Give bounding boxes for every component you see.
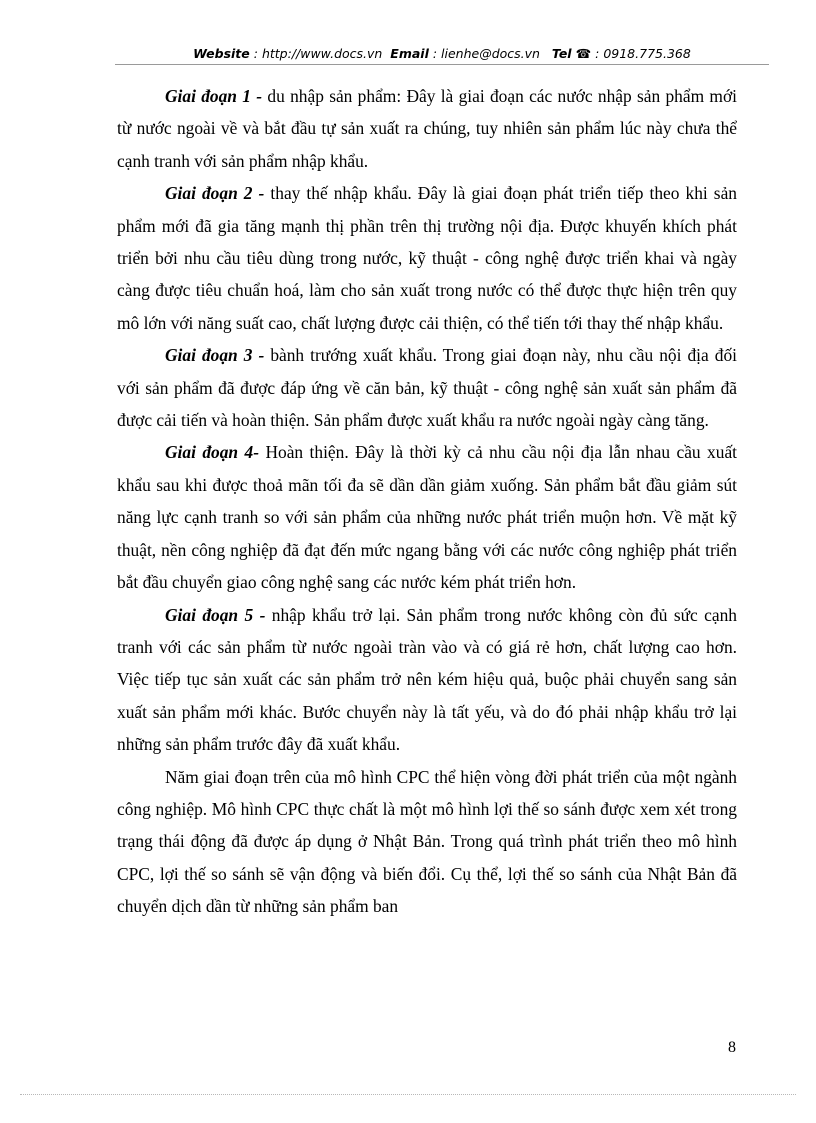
- document-body: [117, 80, 737, 923]
- email-label: Email: [390, 46, 429, 61]
- stage-4-text: Hoàn thiện. Đây là thời kỳ cả nhu cầu nội địa lẫn nhau cầu xuất khẩu sau khi được thoả mãn tối đa sẽ dần dần giảm xuống. Sản phẩm bắt đầu giảm sút năng lực cạnh tranh so với sản phẩm của những nước phát triển muộn hơn. Về mặt kỹ thuật, nền công nghiệp đã đạt đến mức ngang bằng với các nước công nghiệp phát triển bắt đầu chuyển giao công nghệ sang các nước kém phát triển hơn.: [117, 442, 737, 593]
- website-url[interactable]: http://www.docs.vn: [261, 46, 383, 61]
- paragraph-stage-4: [117, 436, 737, 598]
- stage-3-heading: Giai đoạn 3 -: [165, 345, 265, 366]
- paragraph-summary: [117, 761, 737, 923]
- header-divider: [115, 64, 769, 65]
- website-separator: :: [249, 46, 262, 61]
- tel-label: Tel: [551, 46, 572, 61]
- page-header: [115, 46, 769, 61]
- stage-2-text: thay thế nhập khẩu. Đây là giai đoạn phát triển tiếp theo khi sản phẩm mới đã gia tăng mạnh thị phần trên thị trường nội địa. Được khuyến khích phát triển bởi nhu cầu tiêu dùng trong nước, kỹ thuật - công nghệ được triển khai và ngày càng được tiêu chuẩn hoá, làm cho sản xuất trong nước có thể được thực hiện trên quy mô lớn với năng suất cao, chất lượng được cải thiện, có thể tiến tới thay thế nhập khẩu.: [117, 183, 737, 333]
- website-label: Website: [193, 46, 250, 61]
- stage-4-heading: Giai đoạn 4-: [165, 442, 260, 463]
- page-bottom-divider: [20, 1094, 796, 1095]
- tel-separator: :: [591, 46, 604, 61]
- paragraph-stage-5: [117, 599, 737, 761]
- stage-3-text: bành trướng xuất khẩu. Trong giai đoạn này, nhu cầu nội địa đối với sản phẩm đã được đáp ứng về căn bản, kỹ thuật - công nghệ sản xuất sản phẩm đã được cải tiến và hoàn thiện. Sản phẩm được xuất khẩu ra nước ngoài ngày càng tăng.: [117, 345, 737, 431]
- phone-icon: ☎: [575, 46, 592, 61]
- tel-number: 0918.775.368: [603, 46, 691, 61]
- stage-2-heading: Giai đoạn 2 -: [165, 183, 265, 204]
- stage-1-heading: Giai đoạn 1 -: [165, 86, 263, 106]
- page-number: 8: [728, 1039, 736, 1056]
- email-address[interactable]: lienhe@docs.vn: [441, 46, 540, 61]
- stage-5-text: nhập khẩu trở lại. Sản phẩm trong nước không còn đủ sức cạnh tranh với các sản phẩm từ nước ngoài tràn vào và có giá rẻ hơn, chất lượng cao hơn. Việc tiếp tục sản xuất các sản phẩm trở nên kém hiệu quả, buộc phải chuyển sang sản xuất sản phẩm mới khác. Bước chuyển này là tất yếu, và do đó phải nhập khẩu trở lại những sản phẩm trước đây đã xuất khẩu.: [117, 604, 737, 755]
- stage-5-heading: Giai đoạn 5 -: [165, 604, 266, 625]
- paragraph-stage-3: [117, 339, 737, 436]
- email-separator: :: [428, 46, 442, 61]
- paragraph-stage-1: [117, 80, 737, 177]
- summary-text: Năm giai đoạn trên của mô hình CPC thể hiện vòng đời phát triển của một ngành công nghiệp. Mô hình CPC thực chất là một mô hình lợi thế so sánh được xem xét trong trạng thái động đã được áp dụng ở Nhật Bản. Trong quá trình phát triển theo mô hình CPC, lợi thế so sánh sẽ vận động và biến đổi. Cụ thể, lợi thế so sánh của Nhật Bản đã chuyển dịch dần từ những sản phẩm ban: [117, 766, 737, 917]
- paragraph-stage-2: [117, 177, 737, 339]
- stage-1-text: du nhập sản phẩm: Đây là giai đoạn các nước nhập sản phẩm mới từ nước ngoài về và bắt đầu tự sản xuất ra chúng, tuy nhiên sản phẩm lúc này chưa thể cạnh tranh với sản phẩm nhập khẩu.: [117, 86, 737, 171]
